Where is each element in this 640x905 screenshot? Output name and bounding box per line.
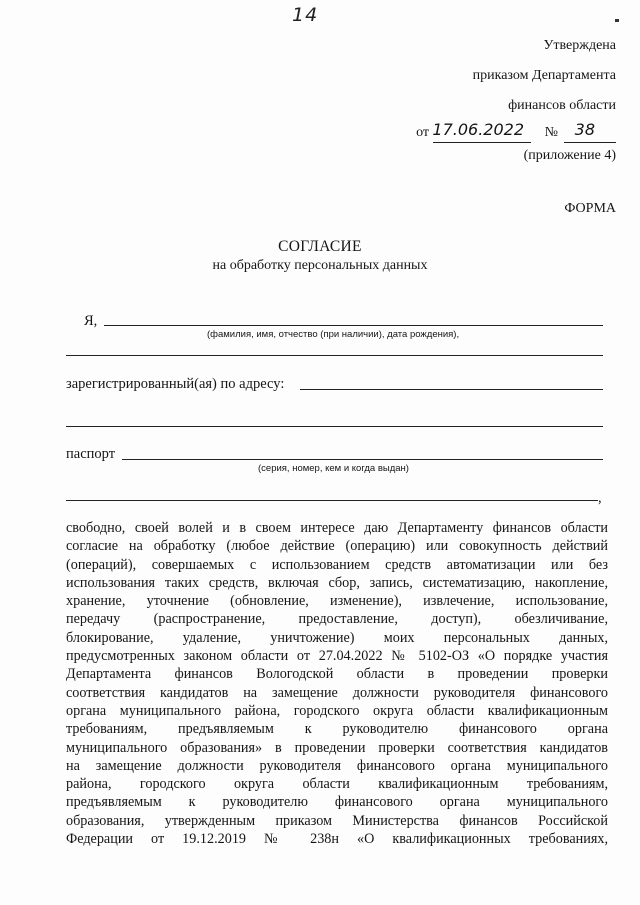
body-line: требованиям, предъявляемым к руководителю финансового органа [66,721,608,738]
address-label: зарегистрированный(ая) по адресу: [66,376,285,392]
body-line: предусмотренных законом области от 27.04.2022 № 5102-ОЗ «О порядке участия [66,648,608,665]
body-line: блокирование, удаление, уничтожение) моих персональных данных, [66,629,608,646]
address-field-line-2[interactable] [66,426,603,427]
passport-field-caption: (серия, номер, кем и когда выдан) [258,463,409,474]
body-line: предъявляемым к руководителю финансового органа муниципального [66,794,608,811]
number-underline [564,142,616,143]
body-line: свободно, своей волей и в своем интересе даю Департаменту финансов области [66,520,608,536]
body-line: передачу (распространение, предоставление, доступ), обезличивание, [66,611,608,628]
date-underline [433,142,531,143]
number-label: № [544,125,558,140]
passport-field-line[interactable] [122,459,603,460]
body-line: образования, утвержденным приказом Министерства финансов Российской [66,812,608,829]
name-prefix: Я, [84,313,98,329]
date-prefix: от [416,125,429,140]
body-line: хранение, уточнение (обновление, изменение), извлечение, использование, [66,593,608,610]
body-line: согласие на обработку (любое действие (операцию) или совокупность действий [66,538,608,555]
approval-order: приказом Департамента [472,68,616,83]
form-label: ФОРМА [564,201,616,216]
consent-body-text [66,519,608,848]
body-line: органа муниципального района, городского округа области квалификационным [66,702,608,719]
name-field-caption: (фамилия, имя, отчество (при наличии), дата рождения), [207,329,460,340]
name-field-line-2[interactable] [66,355,603,356]
document-subtitle: на обработку персональных данных [212,258,428,273]
page-number: 14 [292,4,319,26]
body-line: района, городского округа области квалификационным требованиям, [66,776,608,793]
body-line: (операций), совершаемых с использованием средств автоматизации или без [66,556,608,573]
body-line: соответствия кандидатов на замещение должности руководителя финансового [66,684,608,701]
document-title: СОГЛАСИЕ [278,238,362,255]
body-line: использования таких средств, включая сбор, запись, систематизацию, накопление, [66,574,608,591]
line-end-comma: , [598,490,602,506]
date-value: 17.06.2022 [432,120,524,139]
number-value: 38 [574,120,595,139]
body-line: Департамента финансов Вологодской области в проведении проверки [66,666,608,683]
body-line: на замещение должности руководителя финансового органа муниципального [66,757,608,774]
address-field-line[interactable] [300,389,603,390]
approval-date-line [376,120,616,143]
scan-mark [615,19,619,22]
passport-label: паспорт [66,446,116,462]
name-field-line[interactable] [104,325,603,326]
body-line: Федерации от 19.12.2019 № 238н «О квалификационных требованиях, [66,831,608,848]
body-line: муниципального образования» в проведении проверки соответствия кандидатов [66,739,608,756]
approval-department: финансов области [508,98,616,113]
passport-field-line-2[interactable] [66,500,598,501]
approval-appendix: (приложение 4) [523,148,616,163]
approval-approved: Утверждена [543,38,616,53]
